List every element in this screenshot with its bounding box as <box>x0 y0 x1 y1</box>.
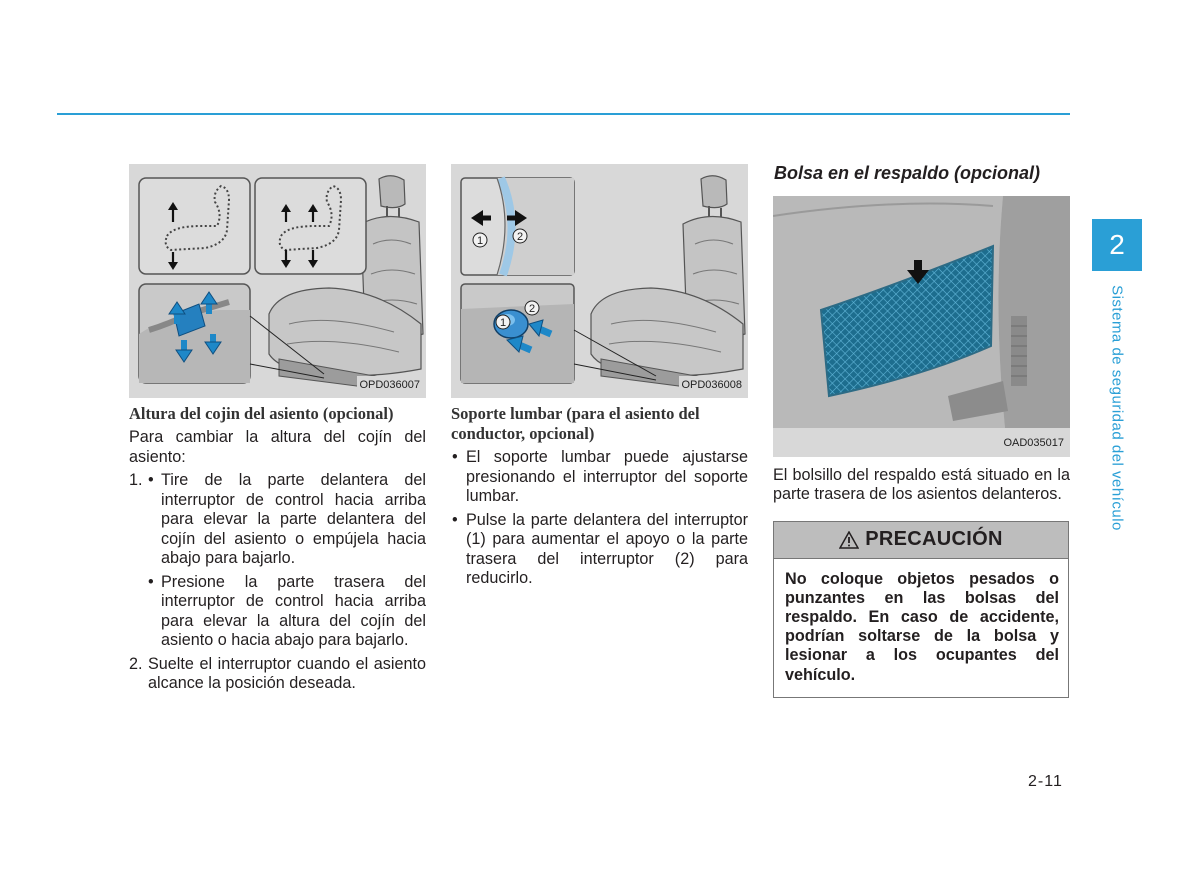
caution-text: No coloque objetos pesados o punzantes en las bolsas del respaldo. En caso de accidente, podrían soltarse de la bolsa y lesionar a los ocupantes del vehículo. <box>785 569 1059 684</box>
lumbar-bullets <box>451 448 748 589</box>
label-2: 2 <box>516 231 524 243</box>
seat-height-illustration <box>129 164 426 398</box>
page-number: 2-11 <box>1028 773 1063 790</box>
chapter-title: Sistema de seguridad del vehículo <box>1108 285 1126 531</box>
caution-box <box>773 521 1069 698</box>
step-2 <box>129 655 426 694</box>
intro-paragraph: Para cambiar la altura del cojín del asiento: <box>129 428 426 466</box>
figure-code: OPD036008 <box>679 376 744 396</box>
chapter-tab: 2 <box>1092 219 1142 271</box>
figure-code: OAD035017 <box>1001 434 1066 454</box>
lumbar-bullet-2: • Pulse la parte delantera del interruptor (1) para aumentar el apoyo o la parte trasera del interruptor (2) para reducirlo. <box>451 511 748 589</box>
step-number: 1. <box>129 471 143 489</box>
figure-caption: Altura del cojin del asiento (opcional) <box>129 404 394 423</box>
lumbar-bullet-1: • El soporte lumbar puede ajustarse presionando el interruptor del soporte lumbar. <box>451 448 748 507</box>
step-1-bullets <box>148 471 426 651</box>
step-2-text: Suelte el interruptor cuando el asiento alcance la posición deseada. <box>148 654 426 692</box>
rear-height-inset <box>255 178 366 274</box>
right-column <box>773 164 1070 698</box>
pocket-paragraph: El bolsillo del respaldo está situado en la parte trasera de los asientos delanteros. <box>773 465 1070 503</box>
caution-title: PRECAUCIÓN <box>865 527 1003 550</box>
lumbar-curve-inset <box>461 178 574 275</box>
label-2: 2 <box>528 303 536 315</box>
lumbar-illustration <box>451 164 748 398</box>
step-1-bullet-1: • Tire de la parte delantera del interruptor de control hacia arriba para elevar la parte delantera del cojín del asiento o empújela hacia abajo para bajarlo. <box>148 471 426 569</box>
step-number: 2. <box>129 654 143 673</box>
figure-code: OPD036007 <box>357 376 422 396</box>
steps-list <box>129 471 426 694</box>
step-1 <box>129 471 426 651</box>
step-1-bullet-2: • Presione la parte trasera del interruptor de control hacia arriba para elevar la altura del cojín del asiento o hacia abajo para bajarlo. <box>148 573 426 651</box>
label-1: 1 <box>499 317 507 329</box>
figure-caption: Soporte lumbar (para el asiento del conductor, opcional) <box>451 404 700 443</box>
top-rule <box>57 113 1070 115</box>
section-heading: Bolsa en el respaldo (opcional) <box>774 163 1041 183</box>
seatback-pocket-figure <box>773 196 1070 457</box>
warning-icon <box>839 531 859 549</box>
middle-column <box>451 164 748 593</box>
seatback-pocket-illustration <box>773 196 1070 428</box>
label-1: 1 <box>476 235 484 247</box>
seat-height-figure <box>129 164 426 398</box>
lumbar-support-figure <box>451 164 748 398</box>
left-column <box>129 164 426 698</box>
caution-header <box>774 522 1068 559</box>
front-height-inset <box>139 178 250 274</box>
